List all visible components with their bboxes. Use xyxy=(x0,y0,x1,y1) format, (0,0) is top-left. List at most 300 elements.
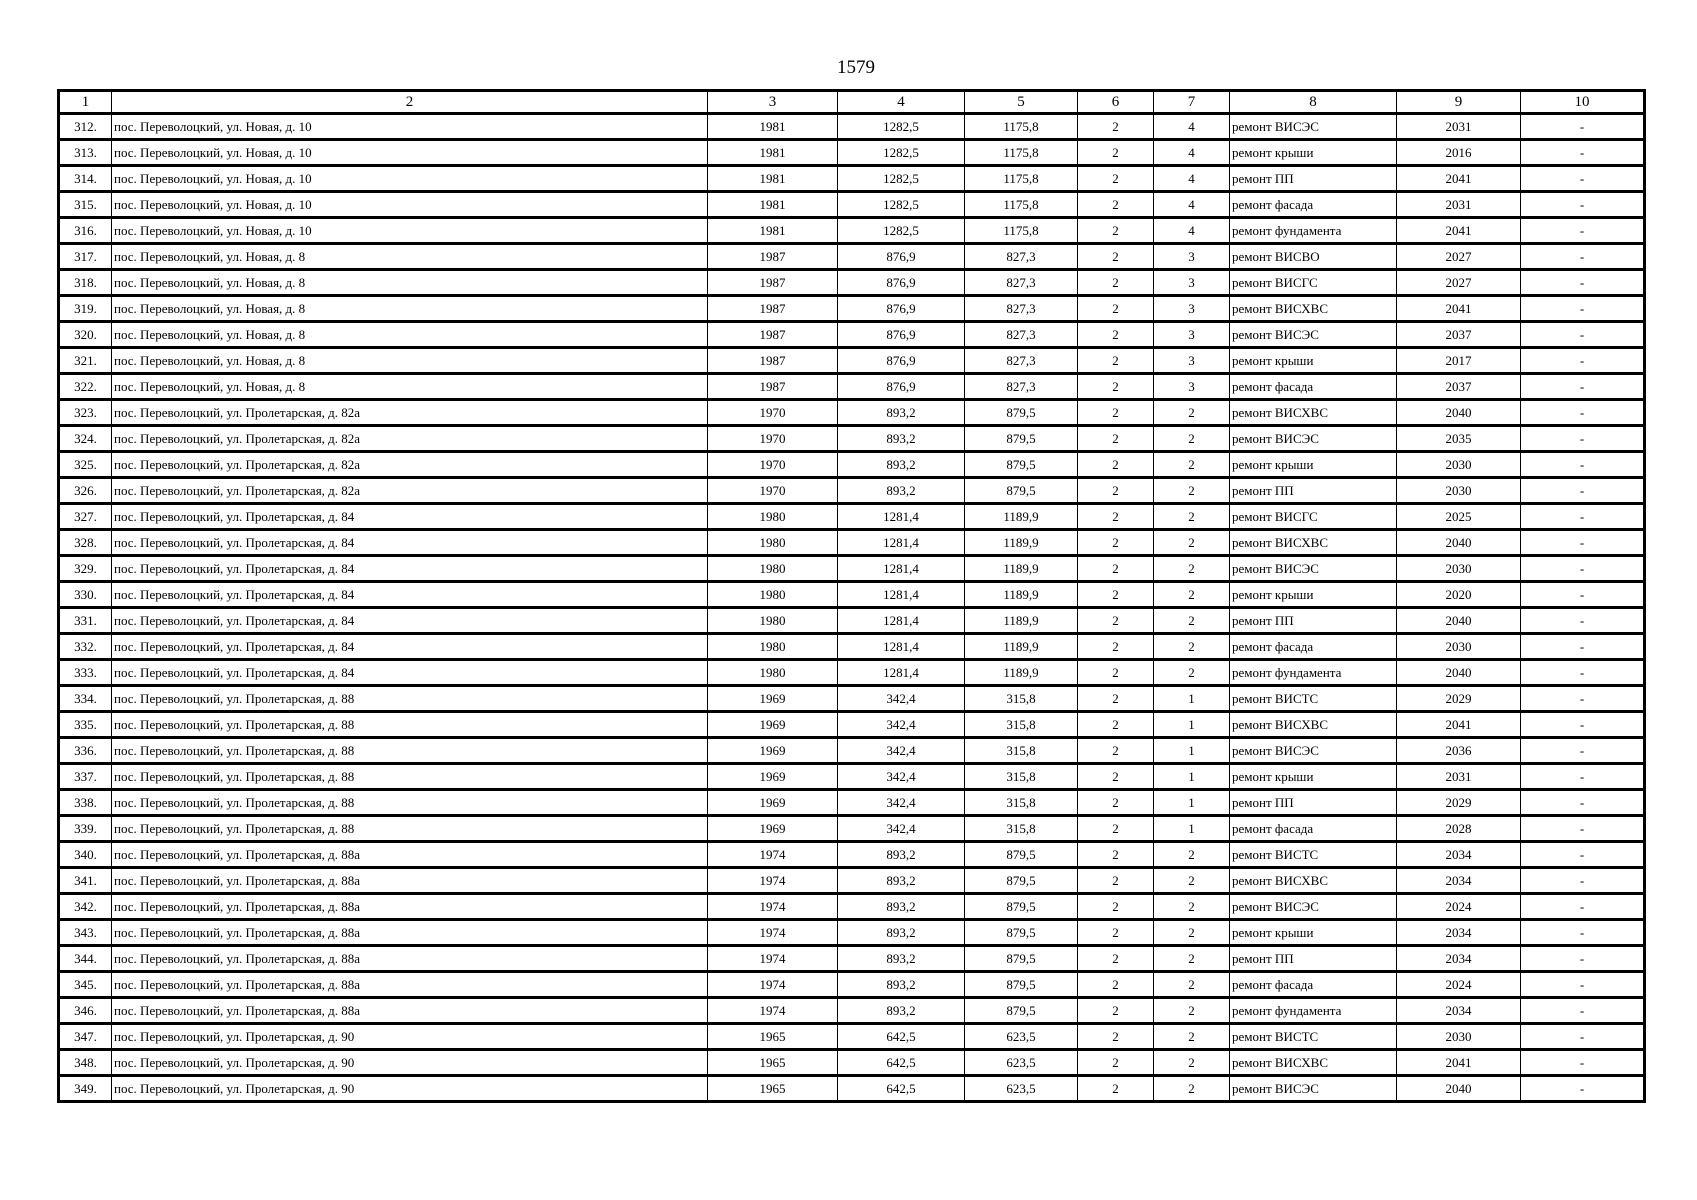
cell-entrances: 1 xyxy=(1154,712,1230,738)
cell-address: пос. Переволоцкий, ул. Пролетарская, д. 88а xyxy=(112,998,708,1024)
cell-note: - xyxy=(1521,738,1645,764)
cell-entrances: 2 xyxy=(1154,426,1230,452)
cell-work-type: ремонт ВИСХВС xyxy=(1230,1050,1397,1076)
table-row xyxy=(59,400,1645,426)
cell-row-number: 313. xyxy=(59,140,112,166)
cell-total-area: 342,4 xyxy=(838,764,965,790)
cell-living-area: 1189,9 xyxy=(965,608,1078,634)
cell-planned-year: 2028 xyxy=(1397,816,1521,842)
cell-address: пос. Переволоцкий, ул. Новая, д. 10 xyxy=(112,192,708,218)
cell-year-built: 1987 xyxy=(708,244,838,270)
cell-floors: 2 xyxy=(1078,478,1154,504)
cell-living-area: 827,3 xyxy=(965,296,1078,322)
cell-planned-year: 2031 xyxy=(1397,114,1521,140)
cell-floors: 2 xyxy=(1078,998,1154,1024)
cell-total-area: 876,9 xyxy=(838,322,965,348)
cell-floors: 2 xyxy=(1078,738,1154,764)
cell-work-type: ремонт ВИСХВС xyxy=(1230,530,1397,556)
table-row xyxy=(59,530,1645,556)
cell-address: пос. Переволоцкий, ул. Пролетарская, д. 88а xyxy=(112,972,708,998)
table-row xyxy=(59,946,1645,972)
cell-floors: 2 xyxy=(1078,686,1154,712)
cell-entrances: 4 xyxy=(1154,166,1230,192)
cell-planned-year: 2017 xyxy=(1397,348,1521,374)
cell-row-number: 331. xyxy=(59,608,112,634)
cell-year-built: 1965 xyxy=(708,1024,838,1050)
table-row xyxy=(59,764,1645,790)
cell-address: пос. Переволоцкий, ул. Новая, д. 8 xyxy=(112,244,708,270)
cell-planned-year: 2040 xyxy=(1397,530,1521,556)
table-row xyxy=(59,816,1645,842)
cell-work-type: ремонт ПП xyxy=(1230,166,1397,192)
cell-planned-year: 2041 xyxy=(1397,166,1521,192)
cell-entrances: 3 xyxy=(1154,348,1230,374)
cell-row-number: 322. xyxy=(59,374,112,400)
cell-row-number: 344. xyxy=(59,946,112,972)
table-row xyxy=(59,244,1645,270)
cell-year-built: 1970 xyxy=(708,452,838,478)
cell-note: - xyxy=(1521,1024,1645,1050)
cell-entrances: 1 xyxy=(1154,686,1230,712)
cell-year-built: 1974 xyxy=(708,842,838,868)
cell-planned-year: 2034 xyxy=(1397,920,1521,946)
cell-year-built: 1980 xyxy=(708,530,838,556)
column-header-5: 5 xyxy=(965,91,1078,114)
cell-planned-year: 2024 xyxy=(1397,972,1521,998)
cell-note: - xyxy=(1521,946,1645,972)
cell-planned-year: 2041 xyxy=(1397,712,1521,738)
cell-work-type: ремонт ВИСЭС xyxy=(1230,114,1397,140)
cell-row-number: 336. xyxy=(59,738,112,764)
cell-address: пос. Переволоцкий, ул. Новая, д. 8 xyxy=(112,270,708,296)
cell-row-number: 335. xyxy=(59,712,112,738)
cell-living-area: 1189,9 xyxy=(965,634,1078,660)
table-row xyxy=(59,270,1645,296)
cell-address: пос. Переволоцкий, ул. Новая, д. 10 xyxy=(112,140,708,166)
cell-year-built: 1965 xyxy=(708,1050,838,1076)
table-row xyxy=(59,140,1645,166)
cell-note: - xyxy=(1521,400,1645,426)
table-row xyxy=(59,426,1645,452)
cell-planned-year: 2024 xyxy=(1397,894,1521,920)
cell-total-area: 1281,4 xyxy=(838,556,965,582)
cell-year-built: 1987 xyxy=(708,322,838,348)
cell-year-built: 1981 xyxy=(708,114,838,140)
cell-work-type: ремонт ПП xyxy=(1230,478,1397,504)
cell-address: пос. Переволоцкий, ул. Пролетарская, д. 88 xyxy=(112,790,708,816)
cell-living-area: 1175,8 xyxy=(965,140,1078,166)
cell-floors: 2 xyxy=(1078,348,1154,374)
cell-total-area: 642,5 xyxy=(838,1050,965,1076)
cell-address: пос. Переволоцкий, ул. Пролетарская, д. 90 xyxy=(112,1076,708,1102)
cell-year-built: 1981 xyxy=(708,218,838,244)
cell-entrances: 2 xyxy=(1154,556,1230,582)
column-header-4: 4 xyxy=(838,91,965,114)
cell-row-number: 321. xyxy=(59,348,112,374)
cell-living-area: 879,5 xyxy=(965,972,1078,998)
cell-year-built: 1980 xyxy=(708,660,838,686)
cell-floors: 2 xyxy=(1078,504,1154,530)
cell-planned-year: 2040 xyxy=(1397,660,1521,686)
cell-row-number: 342. xyxy=(59,894,112,920)
cell-note: - xyxy=(1521,1050,1645,1076)
cell-planned-year: 2034 xyxy=(1397,842,1521,868)
cell-floors: 2 xyxy=(1078,920,1154,946)
cell-row-number: 349. xyxy=(59,1076,112,1102)
cell-planned-year: 2035 xyxy=(1397,426,1521,452)
cell-year-built: 1980 xyxy=(708,634,838,660)
cell-address: пос. Переволоцкий, ул. Новая, д. 8 xyxy=(112,296,708,322)
cell-work-type: ремонт ПП xyxy=(1230,790,1397,816)
cell-address: пос. Переволоцкий, ул. Пролетарская, д. 84 xyxy=(112,608,708,634)
cell-address: пос. Переволоцкий, ул. Новая, д. 10 xyxy=(112,218,708,244)
table-row xyxy=(59,114,1645,140)
cell-living-area: 879,5 xyxy=(965,868,1078,894)
cell-total-area: 893,2 xyxy=(838,842,965,868)
cell-entrances: 3 xyxy=(1154,244,1230,270)
cell-entrances: 2 xyxy=(1154,1050,1230,1076)
cell-entrances: 3 xyxy=(1154,270,1230,296)
cell-note: - xyxy=(1521,764,1645,790)
cell-living-area: 879,5 xyxy=(965,400,1078,426)
cell-living-area: 1175,8 xyxy=(965,218,1078,244)
cell-note: - xyxy=(1521,114,1645,140)
cell-living-area: 827,3 xyxy=(965,244,1078,270)
cell-row-number: 325. xyxy=(59,452,112,478)
cell-year-built: 1974 xyxy=(708,998,838,1024)
cell-row-number: 317. xyxy=(59,244,112,270)
table-row xyxy=(59,504,1645,530)
cell-year-built: 1974 xyxy=(708,972,838,998)
cell-row-number: 312. xyxy=(59,114,112,140)
cell-floors: 2 xyxy=(1078,764,1154,790)
cell-floors: 2 xyxy=(1078,582,1154,608)
cell-address: пос. Переволоцкий, ул. Новая, д. 10 xyxy=(112,166,708,192)
table-row xyxy=(59,660,1645,686)
cell-planned-year: 2040 xyxy=(1397,608,1521,634)
cell-row-number: 314. xyxy=(59,166,112,192)
cell-floors: 2 xyxy=(1078,556,1154,582)
cell-planned-year: 2034 xyxy=(1397,946,1521,972)
cell-address: пос. Переволоцкий, ул. Пролетарская, д. 82а xyxy=(112,426,708,452)
table-body xyxy=(59,114,1645,1102)
cell-note: - xyxy=(1521,972,1645,998)
cell-floors: 2 xyxy=(1078,296,1154,322)
cell-total-area: 893,2 xyxy=(838,946,965,972)
cell-planned-year: 2031 xyxy=(1397,764,1521,790)
cell-note: - xyxy=(1521,842,1645,868)
cell-work-type: ремонт ВИСХВС xyxy=(1230,868,1397,894)
cell-address: пос. Переволоцкий, ул. Пролетарская, д. 84 xyxy=(112,660,708,686)
cell-floors: 2 xyxy=(1078,426,1154,452)
cell-note: - xyxy=(1521,504,1645,530)
cell-row-number: 346. xyxy=(59,998,112,1024)
cell-planned-year: 2025 xyxy=(1397,504,1521,530)
table-row xyxy=(59,894,1645,920)
cell-year-built: 1987 xyxy=(708,374,838,400)
cell-total-area: 876,9 xyxy=(838,270,965,296)
cell-year-built: 1987 xyxy=(708,270,838,296)
cell-note: - xyxy=(1521,166,1645,192)
cell-work-type: ремонт ВИСГС xyxy=(1230,270,1397,296)
cell-entrances: 2 xyxy=(1154,400,1230,426)
cell-year-built: 1980 xyxy=(708,504,838,530)
cell-total-area: 1281,4 xyxy=(838,634,965,660)
cell-entrances: 2 xyxy=(1154,504,1230,530)
cell-living-area: 315,8 xyxy=(965,816,1078,842)
cell-note: - xyxy=(1521,192,1645,218)
cell-living-area: 879,5 xyxy=(965,894,1078,920)
cell-living-area: 1175,8 xyxy=(965,192,1078,218)
cell-entrances: 3 xyxy=(1154,322,1230,348)
cell-row-number: 327. xyxy=(59,504,112,530)
cell-total-area: 1281,4 xyxy=(838,582,965,608)
cell-total-area: 876,9 xyxy=(838,348,965,374)
table-row xyxy=(59,582,1645,608)
table-row xyxy=(59,998,1645,1024)
cell-floors: 2 xyxy=(1078,1024,1154,1050)
cell-total-area: 876,9 xyxy=(838,296,965,322)
cell-entrances: 2 xyxy=(1154,660,1230,686)
cell-living-area: 623,5 xyxy=(965,1024,1078,1050)
cell-work-type: ремонт ВИСЭС xyxy=(1230,738,1397,764)
cell-address: пос. Переволоцкий, ул. Пролетарская, д. 84 xyxy=(112,556,708,582)
cell-address: пос. Переволоцкий, ул. Пролетарская, д. 88 xyxy=(112,712,708,738)
cell-note: - xyxy=(1521,140,1645,166)
cell-year-built: 1969 xyxy=(708,712,838,738)
cell-total-area: 893,2 xyxy=(838,894,965,920)
cell-year-built: 1981 xyxy=(708,192,838,218)
cell-living-area: 315,8 xyxy=(965,712,1078,738)
cell-floors: 2 xyxy=(1078,530,1154,556)
cell-address: пос. Переволоцкий, ул. Новая, д. 8 xyxy=(112,322,708,348)
cell-entrances: 2 xyxy=(1154,894,1230,920)
cell-note: - xyxy=(1521,348,1645,374)
cell-address: пос. Переволоцкий, ул. Пролетарская, д. 82а xyxy=(112,400,708,426)
table-row xyxy=(59,1050,1645,1076)
cell-work-type: ремонт ПП xyxy=(1230,608,1397,634)
cell-year-built: 1970 xyxy=(708,400,838,426)
table-row xyxy=(59,686,1645,712)
table-row xyxy=(59,322,1645,348)
cell-row-number: 333. xyxy=(59,660,112,686)
cell-living-area: 1189,9 xyxy=(965,660,1078,686)
cell-floors: 2 xyxy=(1078,946,1154,972)
cell-year-built: 1980 xyxy=(708,608,838,634)
column-header-1: 1 xyxy=(59,91,112,114)
cell-work-type: ремонт ВИСЭС xyxy=(1230,556,1397,582)
cell-planned-year: 2037 xyxy=(1397,322,1521,348)
column-header-7: 7 xyxy=(1154,91,1230,114)
cell-work-type: ремонт ВИСХВС xyxy=(1230,400,1397,426)
cell-work-type: ремонт ВИСВО xyxy=(1230,244,1397,270)
cell-note: - xyxy=(1521,218,1645,244)
table-row xyxy=(59,608,1645,634)
cell-address: пос. Переволоцкий, ул. Пролетарская, д. 84 xyxy=(112,582,708,608)
cell-floors: 2 xyxy=(1078,452,1154,478)
cell-row-number: 340. xyxy=(59,842,112,868)
cell-address: пос. Переволоцкий, ул. Пролетарская, д. 88а xyxy=(112,946,708,972)
cell-year-built: 1987 xyxy=(708,296,838,322)
cell-entrances: 2 xyxy=(1154,634,1230,660)
table-row xyxy=(59,712,1645,738)
cell-entrances: 2 xyxy=(1154,452,1230,478)
cell-living-area: 315,8 xyxy=(965,764,1078,790)
cell-planned-year: 2027 xyxy=(1397,244,1521,270)
table-row xyxy=(59,972,1645,998)
table-row xyxy=(59,218,1645,244)
cell-total-area: 342,4 xyxy=(838,712,965,738)
cell-row-number: 343. xyxy=(59,920,112,946)
cell-work-type: ремонт ВИСТС xyxy=(1230,842,1397,868)
cell-address: пос. Переволоцкий, ул. Пролетарская, д. 84 xyxy=(112,634,708,660)
cell-row-number: 341. xyxy=(59,868,112,894)
cell-year-built: 1974 xyxy=(708,868,838,894)
cell-work-type: ремонт ВИСЭС xyxy=(1230,322,1397,348)
cell-row-number: 337. xyxy=(59,764,112,790)
cell-planned-year: 2034 xyxy=(1397,868,1521,894)
cell-living-area: 879,5 xyxy=(965,920,1078,946)
cell-year-built: 1974 xyxy=(708,894,838,920)
cell-address: пос. Переволоцкий, ул. Пролетарская, д. 88 xyxy=(112,816,708,842)
cell-floors: 2 xyxy=(1078,1076,1154,1102)
cell-note: - xyxy=(1521,998,1645,1024)
cell-living-area: 315,8 xyxy=(965,738,1078,764)
cell-planned-year: 2041 xyxy=(1397,296,1521,322)
cell-total-area: 342,4 xyxy=(838,816,965,842)
column-header-3: 3 xyxy=(708,91,838,114)
cell-entrances: 1 xyxy=(1154,790,1230,816)
cell-work-type: ремонт ВИСЭС xyxy=(1230,894,1397,920)
cell-row-number: 332. xyxy=(59,634,112,660)
cell-note: - xyxy=(1521,374,1645,400)
column-header-2: 2 xyxy=(112,91,708,114)
cell-year-built: 1987 xyxy=(708,348,838,374)
cell-note: - xyxy=(1521,1076,1645,1102)
column-header-6: 6 xyxy=(1078,91,1154,114)
cell-work-type: ремонт ВИСЭС xyxy=(1230,1076,1397,1102)
cell-row-number: 334. xyxy=(59,686,112,712)
cell-work-type: ремонт ВИСТС xyxy=(1230,1024,1397,1050)
cell-note: - xyxy=(1521,634,1645,660)
cell-planned-year: 2030 xyxy=(1397,556,1521,582)
cell-entrances: 2 xyxy=(1154,920,1230,946)
column-number-header-row xyxy=(59,91,1645,114)
cell-floors: 2 xyxy=(1078,140,1154,166)
cell-entrances: 4 xyxy=(1154,140,1230,166)
table-row xyxy=(59,738,1645,764)
table-row xyxy=(59,348,1645,374)
cell-floors: 2 xyxy=(1078,166,1154,192)
table-row xyxy=(59,842,1645,868)
cell-note: - xyxy=(1521,686,1645,712)
cell-work-type: ремонт фундамента xyxy=(1230,218,1397,244)
table-row xyxy=(59,166,1645,192)
cell-row-number: 318. xyxy=(59,270,112,296)
cell-living-area: 1189,9 xyxy=(965,530,1078,556)
cell-total-area: 893,2 xyxy=(838,998,965,1024)
cell-work-type: ремонт фасада xyxy=(1230,374,1397,400)
table-row xyxy=(59,296,1645,322)
cell-note: - xyxy=(1521,868,1645,894)
cell-address: пос. Переволоцкий, ул. Новая, д. 8 xyxy=(112,348,708,374)
cell-floors: 2 xyxy=(1078,790,1154,816)
table-row xyxy=(59,1024,1645,1050)
table-row xyxy=(59,478,1645,504)
cell-planned-year: 2037 xyxy=(1397,374,1521,400)
cell-row-number: 328. xyxy=(59,530,112,556)
cell-planned-year: 2030 xyxy=(1397,452,1521,478)
cell-floors: 2 xyxy=(1078,218,1154,244)
cell-entrances: 1 xyxy=(1154,764,1230,790)
cell-entrances: 2 xyxy=(1154,946,1230,972)
cell-total-area: 342,4 xyxy=(838,686,965,712)
cell-floors: 2 xyxy=(1078,842,1154,868)
column-header-8: 8 xyxy=(1230,91,1397,114)
cell-row-number: 320. xyxy=(59,322,112,348)
table-row xyxy=(59,452,1645,478)
cell-entrances: 2 xyxy=(1154,998,1230,1024)
column-header-10: 10 xyxy=(1521,91,1645,114)
cell-total-area: 893,2 xyxy=(838,400,965,426)
cell-floors: 2 xyxy=(1078,972,1154,998)
cell-total-area: 893,2 xyxy=(838,868,965,894)
cell-total-area: 893,2 xyxy=(838,452,965,478)
cell-address: пос. Переволоцкий, ул. Пролетарская, д. 90 xyxy=(112,1024,708,1050)
cell-living-area: 1189,9 xyxy=(965,504,1078,530)
cell-entrances: 2 xyxy=(1154,478,1230,504)
table-row xyxy=(59,920,1645,946)
cell-living-area: 879,5 xyxy=(965,426,1078,452)
table-row xyxy=(59,1076,1645,1102)
cell-total-area: 1282,5 xyxy=(838,166,965,192)
table-row xyxy=(59,192,1645,218)
cell-floors: 2 xyxy=(1078,322,1154,348)
cell-note: - xyxy=(1521,244,1645,270)
cell-floors: 2 xyxy=(1078,894,1154,920)
cell-row-number: 330. xyxy=(59,582,112,608)
cell-entrances: 2 xyxy=(1154,1024,1230,1050)
cell-living-area: 879,5 xyxy=(965,452,1078,478)
cell-row-number: 345. xyxy=(59,972,112,998)
cell-planned-year: 2027 xyxy=(1397,270,1521,296)
cell-entrances: 2 xyxy=(1154,842,1230,868)
cell-year-built: 1969 xyxy=(708,816,838,842)
cell-total-area: 642,5 xyxy=(838,1024,965,1050)
cell-work-type: ремонт ВИСХВС xyxy=(1230,296,1397,322)
cell-work-type: ремонт крыши xyxy=(1230,920,1397,946)
cell-entrances: 2 xyxy=(1154,608,1230,634)
cell-year-built: 1969 xyxy=(708,790,838,816)
cell-work-type: ремонт крыши xyxy=(1230,764,1397,790)
cell-floors: 2 xyxy=(1078,374,1154,400)
cell-living-area: 827,3 xyxy=(965,322,1078,348)
cell-entrances: 1 xyxy=(1154,816,1230,842)
cell-entrances: 2 xyxy=(1154,972,1230,998)
cell-work-type: ремонт фасада xyxy=(1230,634,1397,660)
cell-living-area: 623,5 xyxy=(965,1050,1078,1076)
cell-address: пос. Переволоцкий, ул. Новая, д. 8 xyxy=(112,374,708,400)
cell-note: - xyxy=(1521,712,1645,738)
table-row xyxy=(59,868,1645,894)
cell-row-number: 319. xyxy=(59,296,112,322)
cell-note: - xyxy=(1521,270,1645,296)
cell-note: - xyxy=(1521,296,1645,322)
cell-planned-year: 2036 xyxy=(1397,738,1521,764)
cell-work-type: ремонт фасада xyxy=(1230,816,1397,842)
cell-floors: 2 xyxy=(1078,868,1154,894)
table-row xyxy=(59,374,1645,400)
